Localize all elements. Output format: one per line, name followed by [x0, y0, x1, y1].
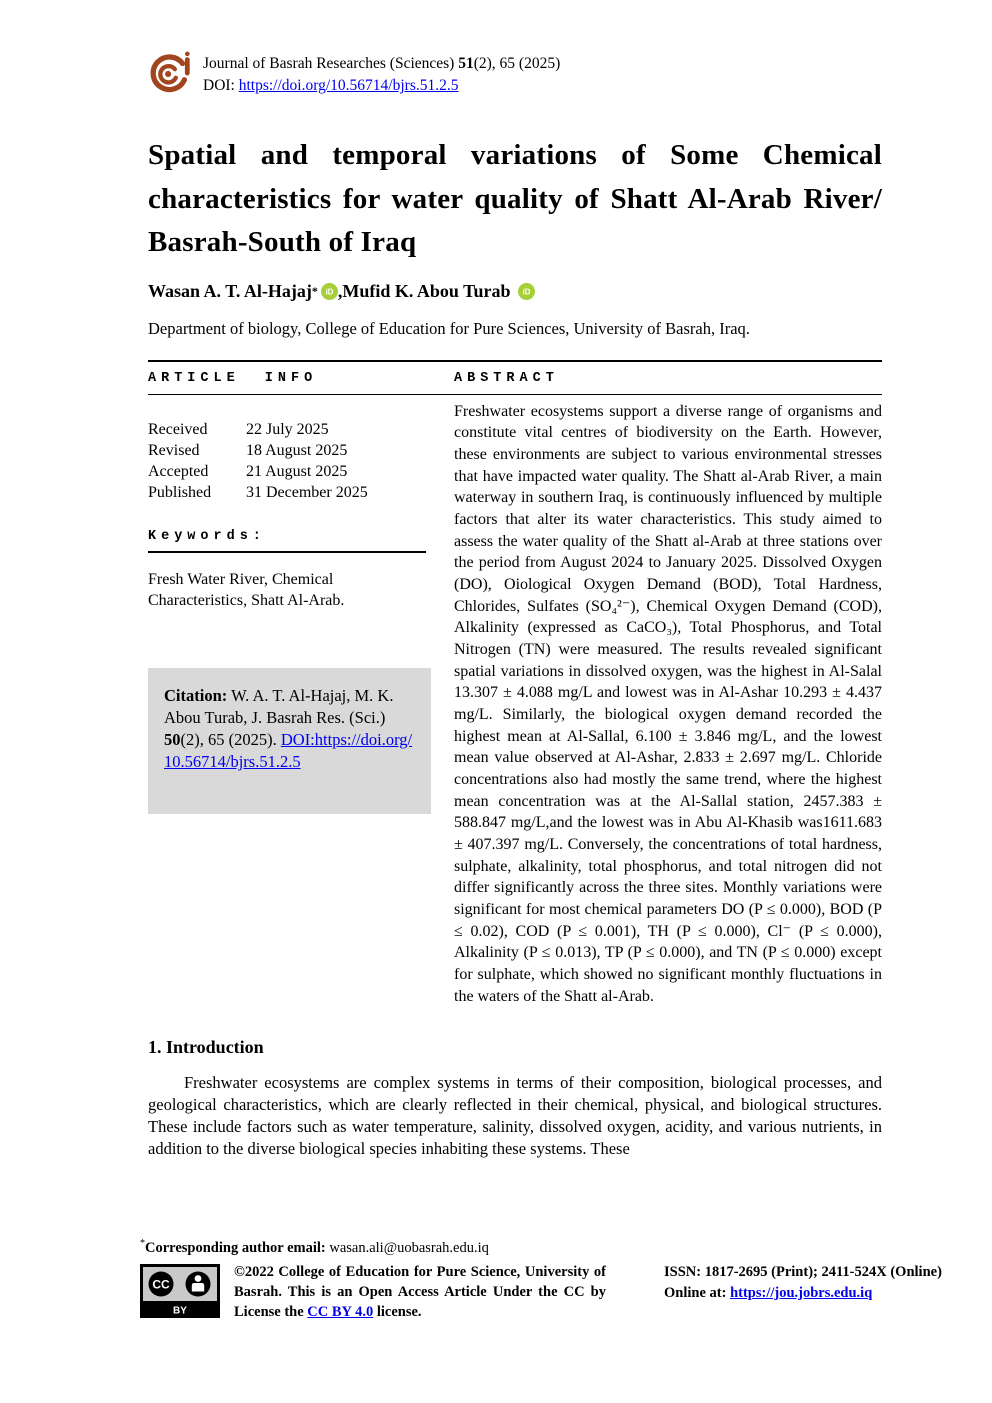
- date-label: Accepted: [148, 462, 209, 480]
- page-footer: [140, 1238, 970, 1322]
- article-info-column: [148, 395, 426, 814]
- doi-link[interactable]: https://doi.org/10.56714/bjrs.51.2.5: [238, 77, 459, 95]
- date-value: 18 August 2025: [246, 441, 348, 459]
- online-link[interactable]: https://jou.jobrs.edu.iq: [730, 1284, 873, 1301]
- issn-block: [664, 1262, 942, 1304]
- date-row-accepted: [148, 461, 426, 482]
- doi-label: DOI:: [203, 77, 239, 95]
- license-text-after: license.: [373, 1303, 422, 1320]
- date-row-received: [148, 419, 426, 440]
- abstract-header: ABSTRACT: [454, 370, 559, 386]
- article-page: [148, 50, 882, 1160]
- journal-name: Journal of Basrah Researches (Sciences): [203, 55, 459, 72]
- article-info-header: ARTICLE INFO: [148, 370, 318, 386]
- authors-line: [148, 281, 882, 302]
- date-label: Published: [148, 483, 212, 501]
- journal-logo-icon: [148, 50, 194, 98]
- introduction-heading: 1. Introduction: [148, 1037, 264, 1058]
- author-1-asterisk: *: [311, 283, 318, 298]
- citation-doi-link[interactable]: DOI:https://doi.org/10.56714/bjrs.51.2.5: [164, 730, 413, 772]
- author-separator: ,: [337, 280, 343, 301]
- citation-box: [148, 668, 431, 814]
- date-value: 21 August 2025: [246, 462, 348, 480]
- copyright-text: [234, 1262, 606, 1322]
- orcid-icon[interactable]: [321, 283, 338, 300]
- corresponding-author-line: [140, 1238, 970, 1257]
- journal-header: [148, 50, 882, 98]
- citation-volume: 50: [164, 730, 181, 750]
- abstract-text: Freshwater ecosystems support a diverse range of organisms and constitute vital centres of biodiversity on the Earth. However, these environments are subject to various environmental stresses that have impacted water quality. The Shatt al-Arab River, a main waterway in southern Iraq, is continuously influenced by multiple factors that alter its water characteristics. This study aimed to assess the water quality of the Shatt al-Arab at three stations over the period from August 2024 to January 2025. Dissolved Oxygen (DO), Oiological Oxygen Demand (BOD), Total Hardness, Chlorides, Sulfates (SO₄²⁻), Chemical Oxygen Demand (COD), Alkalinity (expressed as CaCO₃), Total Phosphorus, and Total Nitrogen (TN) were measured. The results revealed significant spatial variations in dissolved oxygen, was the highest in Al-Salal 13.307 ± 4.088 mg/L and lowest was in Al-Ashar 10.293 ± 4.437 mg/L. Similarly, the biological oxygen demand recorded the highest mean at Al-Sallal, 6.100 ± 3.846 mg/L, and the lowest mean value observed at Al-Ashar, 2.833 ± 2.697 mg/L. Chloride concentrations also had mostly the same trend, where the highest mean concentration was at the Al-Sallal station, 2457.383 ± 588.847 mg/L,and the lowest was in Abu Al-Khasib was1611.683 ± 407.397 mg/L. Conversely, the concentrations of total hardness, sulphate, alkalinity, total phosphorus, and total nitrogen did not differ significantly across the three sites. Monthly variations were significant for most chemical parameters DO (P ≤ 0.000), BOD (P ≤ 0.02), COD (P ≤ 0.001), TH (P ≤ 0.000), Cl⁻ (P ≤ 0.000), Alkalinity (P ≤ 0.013), TP (P ≤ 0.000), and TN (P ≤ 0.000) except for sulphate, which showed no significant monthly fluctuations in the waters of the Shatt al-Arab.: [454, 402, 882, 1005]
- date-value: 22 July 2025: [246, 420, 329, 438]
- doi-line: [203, 75, 560, 97]
- orcid-icon[interactable]: [518, 283, 535, 300]
- journal-meta: [203, 50, 560, 98]
- corresponding-asterisk: *: [140, 1238, 145, 1249]
- journal-issue: (2), 65 (2025): [473, 55, 561, 72]
- date-label: Revised: [148, 441, 200, 459]
- keywords-text: Fresh Water River, Chemical Characteristics, Shatt Al-Arab.: [148, 570, 345, 609]
- date-row-published: [148, 482, 426, 503]
- citation-issue: (2), 65 (2025).: [180, 730, 277, 750]
- svg-text:iD: iD: [325, 287, 334, 297]
- corresponding-email: wasan.ali@uobasrah.edu.iq: [329, 1239, 489, 1256]
- cc-by-badge-icon[interactable]: [140, 1264, 220, 1318]
- online-label: Online at:: [664, 1284, 731, 1301]
- svg-text:iD: iD: [522, 287, 531, 297]
- citation-authors: W. A. T. Al-Hajaj, M. K. Abou Turab, J. Basrah Res. (Sci.): [164, 685, 394, 727]
- cc-by-license-link[interactable]: CC BY 4.0: [307, 1303, 374, 1320]
- page-title: Spatial and temporal variations of Some Chemical characteristics for water quality of Shatt Al-Arab River/ Basrah-South of Iraq: [148, 139, 882, 258]
- author-1-name: Wasan A. T. Al-Hajaj: [148, 280, 312, 301]
- section-headers: [148, 362, 882, 395]
- corresponding-label: Corresponding author email:: [145, 1239, 330, 1256]
- cc-badge-by-label: BY: [173, 1305, 187, 1317]
- date-row-revised: [148, 440, 426, 461]
- keywords-header: Keywords:: [148, 529, 426, 553]
- affiliation: Department of biology, College of Education for Pure Sciences, University of Basrah, Iraq.: [148, 318, 750, 338]
- journal-name-line: [203, 53, 560, 75]
- date-value: 31 December 2025: [246, 483, 368, 501]
- introduction-paragraph: Freshwater ecosystems are complex systems in terms of their composition, biological processes, and geological characteristics, which are clearly reflected in their chemical, physical, and biological structures. These include factors such as water temperature, salinity, dissolved oxygen, acidity, and various nutrients, in addition to the diverse biological species inhabiting these systems. These: [148, 1073, 882, 1159]
- svg-text:CC: CC: [152, 1277, 170, 1292]
- online-line: [664, 1283, 942, 1304]
- journal-volume: 51: [458, 55, 474, 72]
- date-label: Received: [148, 420, 208, 438]
- abstract-column: [454, 395, 882, 1008]
- author-2-name: Mufid K. Abou Turab: [342, 280, 511, 301]
- info-abstract-columns: [148, 395, 882, 1008]
- issn-line: ISSN: 1817-2695 (Print); 2411-524X (Online): [664, 1263, 942, 1280]
- citation-label: Citation:: [164, 685, 228, 705]
- license-row: [140, 1262, 970, 1322]
- license-text: ©2022 College of Education for Pure Science, University of Basrah. This is an Open Access Article Under the CC by License the: [234, 1263, 606, 1320]
